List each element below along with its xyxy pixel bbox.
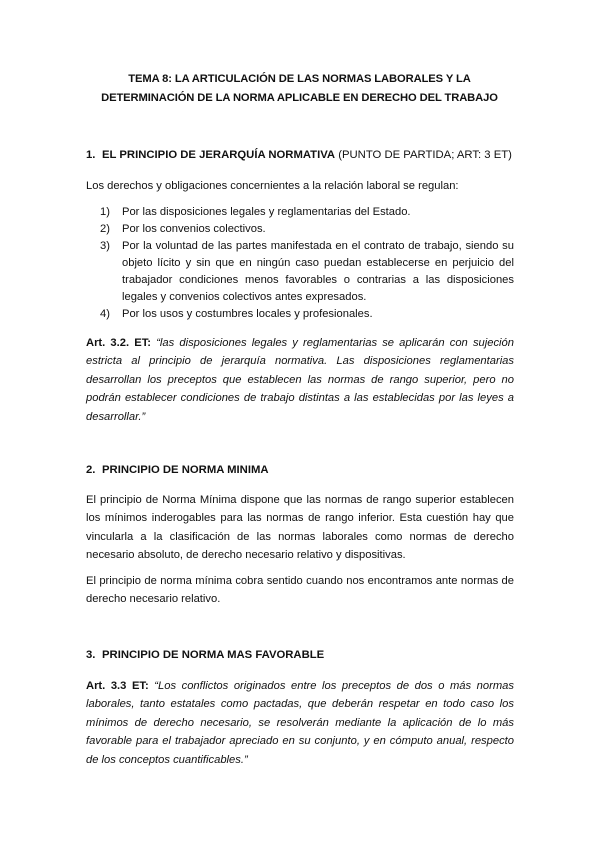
section-2-heading bbox=[86, 463, 269, 478]
list-item bbox=[100, 306, 514, 323]
section-2-title: PRINCIPIO DE NORMA MINIMA bbox=[102, 464, 269, 476]
list-item-number: 1) bbox=[100, 206, 110, 218]
document-title bbox=[60, 70, 539, 108]
list-item-number: 2) bbox=[100, 223, 110, 235]
section-1-list bbox=[100, 204, 514, 323]
list-item-text: Por los convenios colectivos. bbox=[122, 223, 266, 235]
section-1-intro: Los derechos y obligaciones concernientes a la relación laboral se regulan: bbox=[86, 180, 459, 192]
quote-text: “las disposiciones legales y reglamentarias se aplicarán con sujeción estricta al principio de jerarquía normativa. Las disposiciones reglamentarias desarrollan los preceptos que establecen las normas de rango superior, pero no podrán establecer condiciones de trabajo distintas a las establecidas por las leyes a desarrollar.” bbox=[86, 337, 514, 423]
section-1-title: EL PRINCIPIO DE JERARQUÍA NORMATIVA bbox=[102, 149, 336, 161]
quote-label: Art. 3.2. ET: bbox=[86, 337, 152, 349]
quote-text: “Los conflictos originados entre los preceptos de dos o más normas laborales, tanto estatales como pactadas, que deberán respetar en todo caso los mínimos de derecho necesario, se resolverán mediante la aplicación de lo más favorable para el trabajador apreciado en su conjunto, y en cómputo anual, respecto de los conceptos cuantificables.” bbox=[86, 680, 514, 766]
quote-label: Art. 3.3 ET: bbox=[86, 680, 149, 692]
list-item bbox=[100, 238, 514, 306]
list-item-text: Por la voluntad de las partes manifestada en el contrato de trabajo, siendo su objeto lícito y sin que en ningún caso puedan establecerse en perjuicio del trabajador condiciones menos favorables o contrarias a las disposiciones legales y convenios colectivos antes expresados. bbox=[122, 240, 514, 303]
section-3-title: PRINCIPIO DE NORMA MAS FAVORABLE bbox=[102, 649, 325, 661]
title-line-2: DETERMINACIÓN DE LA NORMA APLICABLE EN DERECHO DEL TRABAJO bbox=[101, 92, 498, 104]
section-2-paragraph-1: El principio de Norma Mínima dispone que las normas de rango superior establecen los mínimos inderogables para las normas de rango inferior. Esta cuestión hay que vincularla a la clasificación de las normas laborales como normas de derecho necesario absoluto, de derecho necesario relativo y dispositivas. bbox=[86, 494, 514, 562]
section-2-number: 2. bbox=[86, 464, 96, 476]
section-1-quote bbox=[86, 334, 514, 426]
list-item-number: 3) bbox=[100, 240, 110, 252]
list-item bbox=[100, 204, 514, 221]
section-1-number: 1. bbox=[86, 149, 96, 161]
list-item-text: Por los usos y costumbres locales y profesionales. bbox=[122, 308, 373, 320]
section-2-paragraph-2: El principio de norma mínima cobra sentido cuando nos encontramos ante normas de derecho necesario relativo. bbox=[86, 575, 514, 606]
list-item-text: Por las disposiciones legales y reglamentarias del Estado. bbox=[122, 206, 411, 218]
section-3-quote bbox=[86, 677, 514, 769]
section-3-number: 3. bbox=[86, 649, 96, 661]
section-3-heading bbox=[86, 648, 324, 663]
list-item bbox=[100, 221, 514, 238]
section-1-heading bbox=[86, 148, 512, 163]
section-1-title-suffix: (PUNTO DE PARTIDA; ART: 3 ET) bbox=[335, 149, 512, 161]
list-item-number: 4) bbox=[100, 308, 110, 320]
title-line-1: TEMA 8: LA ARTICULACIÓN DE LAS NORMAS LABORALES Y LA bbox=[128, 73, 471, 85]
